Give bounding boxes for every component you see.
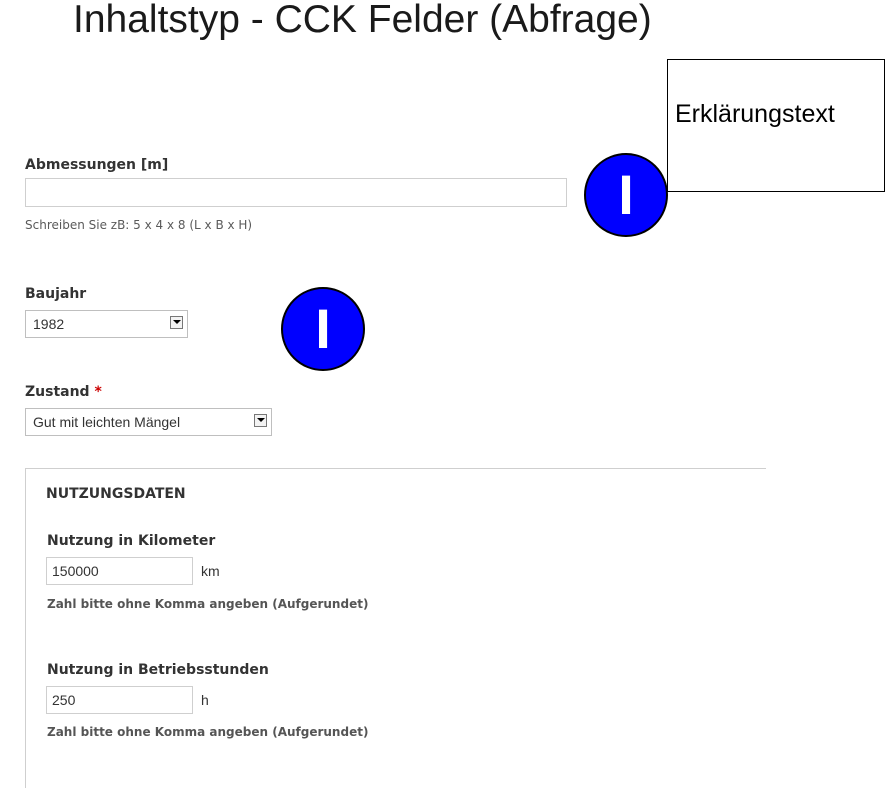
abmessungen-description: Schreiben Sie zB: 5 x 4 x 8 (L x B x H)	[25, 218, 253, 232]
required-marker: *	[94, 384, 102, 400]
info-marker-icon: I	[584, 153, 668, 237]
kilometer-unit: km	[201, 563, 220, 579]
baujahr-select[interactable]	[25, 310, 188, 338]
zustand-label	[25, 384, 102, 400]
page-title: Inhaltstyp - CCK Felder (Abfrage)	[73, 0, 652, 41]
abmessungen-label: Abmessungen [m]	[25, 157, 169, 173]
zustand-selected-value: Gut mit leichten Mängel	[33, 414, 181, 430]
betriebsstunden-unit: h	[201, 692, 209, 708]
info-marker-icon: I	[281, 287, 365, 371]
dropdown-arrow-icon[interactable]	[170, 316, 183, 329]
abmessungen-input[interactable]	[25, 178, 567, 207]
zustand-label-text: Zustand	[25, 384, 90, 400]
betriebsstunden-description: Zahl bitte ohne Komma angeben (Aufgerundet)	[47, 725, 369, 739]
zustand-select[interactable]	[25, 408, 272, 436]
nutzungsdaten-fieldset	[25, 468, 766, 788]
baujahr-label: Baujahr	[25, 286, 87, 302]
kilometer-input[interactable]	[46, 557, 193, 585]
kilometer-description: Zahl bitte ohne Komma angeben (Aufgerundet)	[47, 597, 369, 611]
kilometer-label: Nutzung in Kilometer	[47, 533, 216, 549]
dropdown-arrow-icon[interactable]	[254, 414, 267, 427]
betriebsstunden-input[interactable]	[46, 686, 193, 714]
explanation-callout	[667, 59, 885, 192]
nutzungsdaten-legend: NUTZUNGSDATEN	[46, 486, 186, 502]
baujahr-selected-value: 1982	[33, 316, 65, 332]
betriebsstunden-label: Nutzung in Betriebsstunden	[47, 662, 269, 678]
callout-text: Erklärungstext	[675, 100, 835, 128]
